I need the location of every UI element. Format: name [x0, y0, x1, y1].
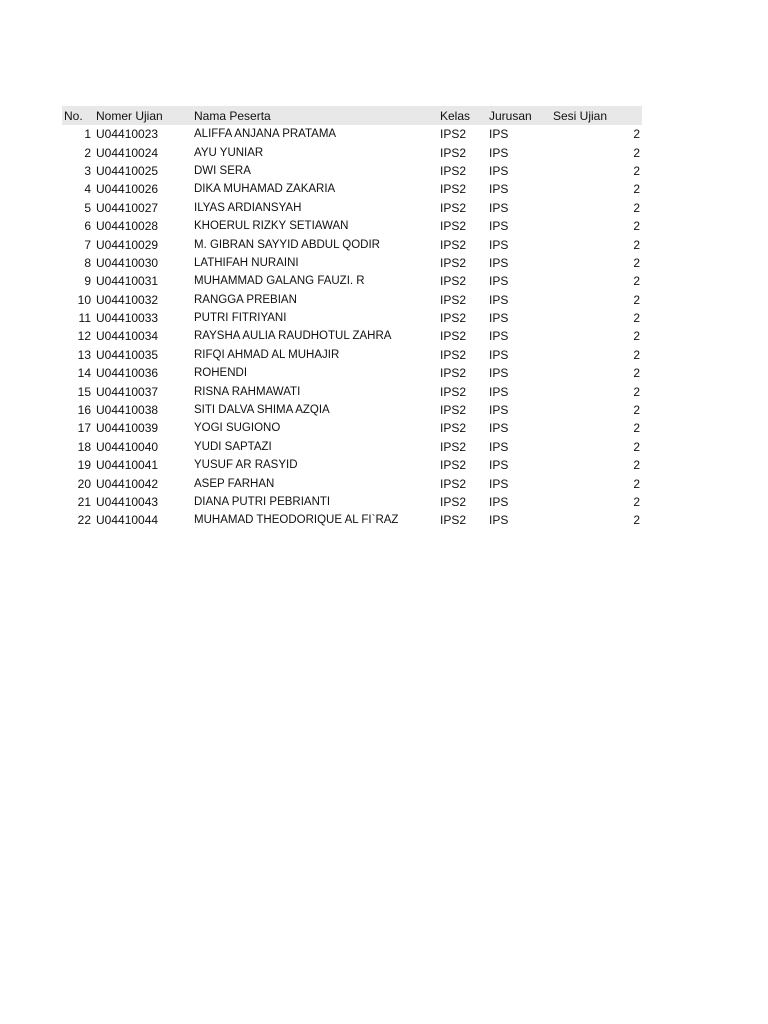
cell-nama-peserta: DIANA PUTRI PEBRIANTI	[194, 496, 331, 508]
cell-jurusan: IPS	[489, 495, 509, 509]
cell-no: 2	[84, 145, 91, 160]
cell-nomer-ujian: U04410032	[96, 292, 159, 307]
table-row	[62, 511, 642, 529]
cell-nomer-ujian: U04410031	[96, 274, 159, 289]
cell-kelas: IPS2	[440, 182, 467, 197]
participant-table	[62, 106, 642, 530]
cell-kelas: IPS2	[440, 476, 467, 491]
header-sesi-ujian: Sesi Ujian	[553, 108, 608, 123]
cell-nama-peserta: DWI SERA	[194, 164, 251, 177]
cell-jurusan: IPS	[489, 163, 509, 178]
cell-nomer-ujian: U04410041	[96, 458, 159, 473]
cell-nomer-ujian: U04410025	[96, 163, 159, 178]
cell-jurusan: IPS	[489, 219, 509, 234]
cell-sesi-ujian: 2	[633, 292, 640, 307]
cell-jurusan: IPS	[489, 366, 509, 381]
cell-jurusan: IPS	[489, 421, 509, 436]
table-row	[62, 346, 642, 364]
cell-nama-peserta: MUHAMMAD GALANG FAUZI. R	[194, 275, 365, 288]
table-row	[62, 291, 642, 309]
cell-jurusan: IPS	[489, 182, 509, 197]
header-nama-peserta: Nama Peserta	[194, 108, 271, 123]
cell-nama-peserta: ASEP FARHAN	[194, 477, 275, 490]
cell-sesi-ujian: 2	[633, 127, 640, 142]
cell-nama-peserta: RIFQI AHMAD AL MUHAJIR	[194, 348, 340, 361]
cell-kelas: IPS2	[440, 366, 467, 381]
cell-jurusan: IPS	[489, 347, 509, 362]
cell-no: 5	[84, 200, 91, 215]
cell-sesi-ujian: 2	[633, 311, 640, 326]
cell-nama-peserta: SITI DALVA SHIMA AZQIA	[194, 404, 330, 417]
table-row	[62, 180, 642, 198]
cell-nomer-ujian: U04410044	[96, 513, 159, 528]
cell-kelas: IPS2	[440, 274, 467, 289]
cell-sesi-ujian: 2	[633, 513, 640, 528]
table-row	[62, 309, 642, 327]
cell-nama-peserta: YUSUF AR RASYID	[194, 459, 298, 472]
cell-sesi-ujian: 2	[633, 182, 640, 197]
cell-nama-peserta: KHOERUL RIZKY SETIAWAN	[194, 220, 349, 233]
cell-jurusan: IPS	[489, 145, 509, 160]
cell-nomer-ujian: U04410024	[96, 145, 159, 160]
cell-sesi-ujian: 2	[633, 347, 640, 362]
cell-kelas: IPS2	[440, 439, 467, 454]
cell-jurusan: IPS	[489, 439, 509, 454]
cell-sesi-ujian: 2	[633, 255, 640, 270]
participant-sheet	[62, 106, 642, 530]
cell-sesi-ujian: 2	[633, 476, 640, 491]
cell-sesi-ujian: 2	[633, 200, 640, 215]
table-row	[62, 456, 642, 474]
cell-jurusan: IPS	[489, 513, 509, 528]
cell-nama-peserta: ILYAS ARDIANSYAH	[194, 201, 302, 214]
cell-nomer-ujian: U04410043	[96, 495, 159, 509]
cell-sesi-ujian: 2	[633, 439, 640, 454]
cell-nama-peserta: RAYSHA AULIA RAUDHOTUL ZAHRA	[194, 330, 392, 343]
cell-jurusan: IPS	[489, 476, 509, 491]
cell-jurusan: IPS	[489, 384, 509, 399]
cell-jurusan: IPS	[489, 274, 509, 289]
cell-jurusan: IPS	[489, 255, 509, 270]
cell-no: 11	[78, 311, 91, 326]
table-row	[62, 493, 642, 511]
cell-no: 18	[77, 439, 91, 454]
cell-sesi-ujian: 2	[633, 403, 640, 418]
table-row	[62, 327, 642, 345]
cell-sesi-ujian: 2	[633, 495, 640, 509]
cell-no: 10	[77, 292, 91, 307]
cell-nomer-ujian: U04410029	[96, 237, 159, 252]
cell-kelas: IPS2	[440, 127, 467, 142]
cell-nama-peserta: LATHIFAH NURAINI	[194, 256, 299, 269]
cell-nama-peserta: DIKA MUHAMAD ZAKARIA	[194, 183, 336, 196]
cell-nama-peserta: YUDI SAPTAZI	[194, 440, 272, 453]
header-nomer-ujian: Nomer Ujian	[96, 108, 163, 123]
cell-kelas: IPS2	[440, 200, 467, 215]
header-kelas: Kelas	[440, 108, 471, 123]
cell-no: 19	[77, 458, 91, 473]
cell-jurusan: IPS	[489, 403, 509, 418]
cell-no: 13	[77, 347, 91, 362]
cell-nama-peserta: PUTRI FITRIYANI	[194, 312, 287, 325]
cell-kelas: IPS2	[440, 384, 467, 399]
cell-sesi-ujian: 2	[633, 458, 640, 473]
cell-no: 12	[77, 329, 91, 344]
cell-nama-peserta: ALIFFA ANJANA PRATAMA	[194, 128, 337, 141]
cell-nomer-ujian: U04410027	[96, 200, 159, 215]
cell-nama-peserta: AYU YUNIAR	[194, 146, 264, 159]
table-row	[62, 217, 642, 235]
cell-no: 3	[84, 163, 91, 178]
cell-nomer-ujian: U04410034	[96, 329, 159, 344]
cell-nama-peserta: YOGI SUGIONO	[194, 422, 281, 435]
cell-kelas: IPS2	[440, 255, 467, 270]
cell-sesi-ujian: 2	[633, 145, 640, 160]
cell-kelas: IPS2	[440, 219, 467, 234]
cell-jurusan: IPS	[489, 458, 509, 473]
table-row	[62, 199, 642, 217]
table-row	[62, 272, 642, 290]
cell-nomer-ujian: U04410026	[96, 182, 159, 197]
cell-no: 7	[84, 237, 91, 252]
cell-no: 22	[77, 513, 91, 528]
cell-kelas: IPS2	[440, 458, 467, 473]
table-row	[62, 401, 642, 419]
cell-kelas: IPS2	[440, 163, 467, 178]
cell-sesi-ujian: 2	[633, 421, 640, 436]
cell-kelas: IPS2	[440, 145, 467, 160]
header-no: No.	[64, 108, 83, 123]
table-row	[62, 438, 642, 456]
cell-jurusan: IPS	[489, 311, 509, 326]
cell-jurusan: IPS	[489, 329, 509, 344]
cell-nama-peserta: MUHAMAD THEODORIQUE AL FI`RAZ	[194, 514, 399, 527]
cell-nomer-ujian: U04410037	[96, 384, 159, 399]
cell-nomer-ujian: U04410035	[96, 347, 159, 362]
cell-nomer-ujian: U04410039	[96, 421, 159, 436]
cell-no: 6	[84, 219, 91, 234]
cell-kelas: IPS2	[440, 329, 467, 344]
cell-kelas: IPS2	[440, 403, 467, 418]
cell-sesi-ujian: 2	[633, 274, 640, 289]
cell-no: 20	[77, 476, 91, 491]
header-jurusan: Jurusan	[489, 108, 532, 123]
cell-nomer-ujian: U04410040	[96, 439, 159, 454]
cell-kelas: IPS2	[440, 237, 467, 252]
table-row	[62, 162, 642, 180]
cell-no: 15	[77, 384, 91, 399]
cell-nomer-ujian: U04410042	[96, 476, 159, 491]
cell-nama-peserta: RISNA RAHMAWATI	[194, 385, 301, 398]
cell-no: 17	[77, 421, 91, 436]
table-row	[62, 382, 642, 400]
table-row	[62, 235, 642, 253]
table-row	[62, 254, 642, 272]
cell-nomer-ujian: U04410030	[96, 255, 159, 270]
cell-no: 14	[77, 366, 91, 381]
cell-no: 4	[84, 182, 91, 197]
cell-no: 8	[84, 255, 91, 270]
cell-sesi-ujian: 2	[633, 384, 640, 399]
cell-jurusan: IPS	[489, 292, 509, 307]
cell-nama-peserta: M. GIBRAN SAYYID ABDUL QODIR	[194, 238, 380, 251]
table-row	[62, 143, 642, 161]
cell-sesi-ujian: 2	[633, 329, 640, 344]
cell-nomer-ujian: U04410033	[96, 311, 159, 326]
cell-kelas: IPS2	[440, 495, 467, 509]
cell-nama-peserta: ROHENDI	[194, 367, 248, 380]
cell-kelas: IPS2	[440, 347, 467, 362]
cell-sesi-ujian: 2	[633, 237, 640, 252]
cell-kelas: IPS2	[440, 311, 467, 326]
cell-kelas: IPS2	[440, 513, 467, 528]
table-row	[62, 474, 642, 492]
cell-kelas: IPS2	[440, 421, 467, 436]
cell-nomer-ujian: U04410038	[96, 403, 159, 418]
cell-nomer-ujian: U04410023	[96, 127, 159, 142]
cell-no: 16	[77, 403, 91, 418]
cell-jurusan: IPS	[489, 237, 509, 252]
cell-no: 1	[84, 127, 91, 142]
table-header-row	[62, 106, 642, 125]
table-row	[62, 364, 642, 382]
table-body	[62, 125, 642, 530]
cell-kelas: IPS2	[440, 292, 467, 307]
cell-sesi-ujian: 2	[633, 219, 640, 234]
cell-no: 21	[77, 495, 91, 509]
cell-nama-peserta: RANGGA PREBIAN	[194, 293, 297, 306]
cell-no: 9	[84, 274, 91, 289]
cell-jurusan: IPS	[489, 200, 509, 215]
cell-sesi-ujian: 2	[633, 163, 640, 178]
cell-sesi-ujian: 2	[633, 366, 640, 381]
cell-jurusan: IPS	[489, 127, 509, 142]
cell-nomer-ujian: U04410028	[96, 219, 159, 234]
table-row	[62, 419, 642, 437]
table-row	[62, 125, 642, 143]
cell-nomer-ujian: U04410036	[96, 366, 159, 381]
